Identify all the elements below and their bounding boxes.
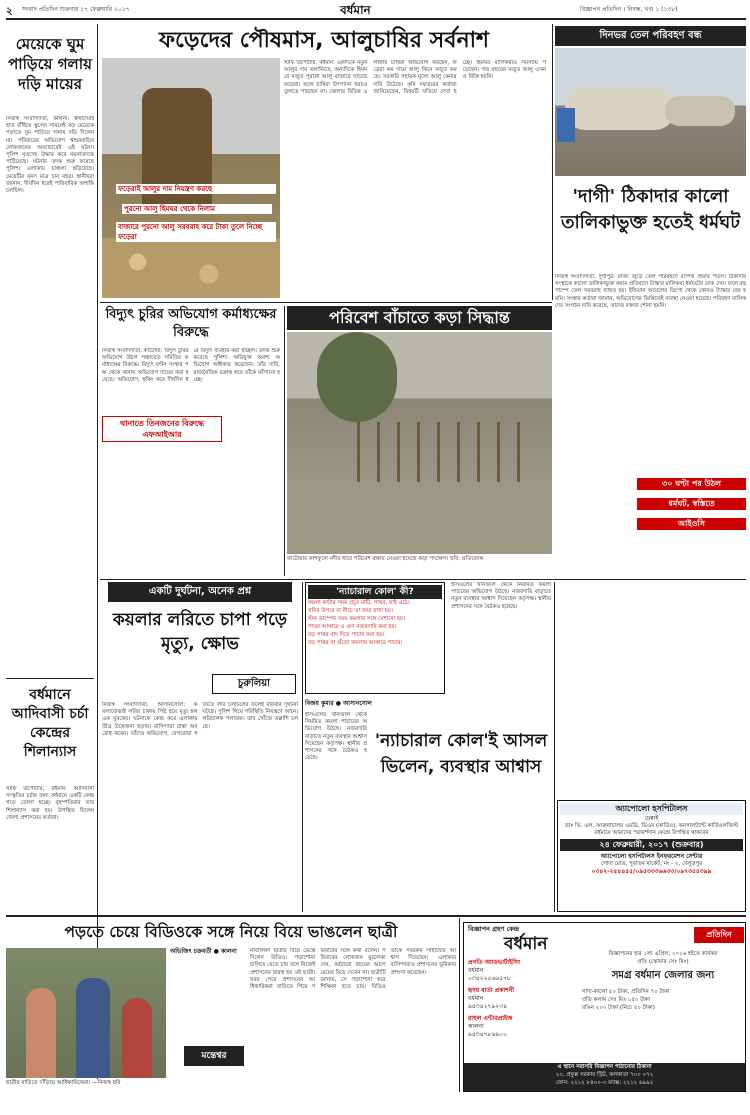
tree-shape: [317, 332, 397, 422]
tanker-banner: দিনভর তেল পরিবহণ বন্ধ: [555, 26, 746, 46]
ad-rate-3: রঙিন ২০০ টাকা (নিচে ৫০ টাকা): [582, 1005, 655, 1011]
box-point-5: বড় পাথর বাদ দিয়ে পাচার করা হয়।: [308, 632, 385, 638]
masthead-right: বিজ্ঞাপন প্রতিদিন । নিবন্ধ, খণ্ড ১ (১৩৮): [580, 6, 678, 13]
agency-2-place: বর্ধমান: [468, 995, 484, 1002]
agency-3-place: কালনা: [468, 1023, 484, 1030]
photo-tag-3: বাজারে পুরনো আলু সরবরাহ করে টাকা তুলে নিচ্ছে ফড়েরা: [116, 222, 276, 242]
agency-2-name: হৃদয় বার্তা প্রকাশনী: [468, 987, 514, 994]
agency-1-phone: ০৩৪২২৫৬৬৫৭৮: [468, 975, 511, 982]
masthead-rule: [6, 18, 746, 20]
left-divider: [6, 678, 94, 679]
bottom-story: [6, 918, 456, 1092]
masthead: [0, 0, 750, 22]
ad-panel-title: বর্ধমান: [504, 934, 548, 954]
agency-1-place: বর্ধমান: [468, 967, 484, 974]
hospital-ad[interactable]: [557, 800, 746, 912]
environment-story: [287, 306, 552, 576]
ad-contact: এ স্থানে সরাসরি বিজ্ঞাপন পাঠানোর ঠিকানা: [557, 1064, 652, 1070]
potato-photo: [102, 58, 280, 298]
electricity-body: নিজস্ব সংবাদদাতা, কাটোয়া: বিদ্যুৎ চুরির অভিযোগ উঠল পঞ্চায়েত সমিতির কর্মাধ্যক্ষের বিরুদ্ধে। বিদ্যুৎ বণ্টন সংস্থার পক্ষ থেকে থানায় অভিযোগ দায়ের করা হয়েছে। অভিযোগ, হুকিং করে দীর্ঘদিন ধরে বিদ্যুৎ ব্যবহার করা হচ্ছিল। তদন্ত শুরু করেছে পুলিশ। অভিযুক্ত অবশ্য অভিযোগ অস্বীকার করেছেন। তাঁর দাবি, রাজনৈতিক চক্রান্ত করে তাঁকে ফাঁসানো হচ্ছে।: [102, 348, 280, 383]
agency-3-name: রাহুল এন্টারপ্রাইজ: [468, 1015, 513, 1022]
photo-tag-1: ফড়েরাই আলুর দাম নিয়ন্ত্রণ করছে: [116, 184, 276, 194]
tanker-body: নিজস্ব সংবাদদাতা, দুর্গাপুর: রাজ্য জুড়ে তেল পরিবহণে ব্যাপক প্রভাব পড়ল। ঠিকাদার সংস্থাকে কালো তালিকাভুক্ত করার প্রতিবাদে ট্যাঙ্কার মালিকরা ধর্মঘটের ডাক দেন। ফলে বহু পাম্পে তেল সরবরাহ ব্যাহত হয়। ইন্ডিয়ান অয়েলের ডিপো থেকে কোনও ট্যাঙ্কার বের হয়নি। সংস্থার কর্তারা জানান, অভিযোগের ভিত্তিতেই ব্যবস্থা নেওয়া হয়েছে। পরিবহণ মালিকদের সংগঠন দাবি করেছে, তাদের বক্তব্য শোনা হয়নি।: [555, 274, 746, 309]
bottom-byline: অভিজিৎ চক্রবর্তী ● কালনা: [170, 948, 237, 955]
tanker-shape-1: [565, 88, 675, 130]
box-point-2: খনির উপরে বা নীচে তা জমা রাখা হয়।: [308, 608, 393, 614]
rubble-shape: [287, 482, 552, 554]
agency-3-phone: ৯৪৩৪৭৮৬৯০০: [468, 1031, 507, 1038]
box-point-1: কয়লা কাটার সময় প্রচুর মাটি, পাথর, ছাই ওঠে।: [308, 600, 410, 606]
tanker-tag-3: আইওসি: [637, 518, 746, 530]
tanker-photo: [555, 48, 746, 176]
photo-tag-2: পুরনো আলু হিমঘর থেকে নিলাম: [122, 204, 272, 214]
electricity-story: [100, 306, 282, 576]
potato-pile-shape: [102, 238, 280, 298]
electricity-headline: বিদ্যুৎ চুরির অভিযোগ কর্মাধ্যক্ষের বিরুদ্ধে: [105, 307, 277, 340]
left-body-2: স্টাফ রিপোর্টার, বর্ধমান: আদিবাসী সংস্কৃতির চর্চার জন্য বর্ধমানে একটি কেন্দ্র গড়ে তোলা হচ্ছে। বৃহস্পতিবার তার শিলান্যাস করা হয়। উপস্থিত ছিলেন জেলা প্রশাসনের কর্তারা।: [6, 786, 94, 821]
bottom-headline: পড়তে চেয়ে বিডিওকে সঙ্গে নিয়ে বিয়ে ভাঙলেন ছাত্রী: [64, 923, 398, 941]
column-rule-acc: [302, 582, 303, 912]
column-rule-coal: [554, 582, 555, 912]
tanker-story: [555, 24, 746, 579]
masthead-date: সংবাদ প্রতিদিন শুক্রবার ১৭ ফেব্রুয়ারি ২০১৭: [22, 6, 130, 13]
coal-headline: 'ন্যাচারাল কোল'ই আসল ভিলেন, ব্যবস্থার আশ্বাস: [374, 731, 548, 777]
tanker-cab: [557, 108, 575, 142]
top-story: [100, 24, 550, 300]
column-rule-elec: [284, 306, 285, 576]
electricity-sub-tag: থানাতে তিনজনের বিরুদ্ধে এফআইআর: [102, 416, 222, 442]
ad-rate-2: প্রতি কলাম সেঃ মিঃ ১৫০ টাকা: [582, 997, 651, 1003]
hospital-doctor: ডাঃ ভি. এল. আরুনাচালম এমডি, ডিএম (কার্ডিও), কনসালট্যান্ট কার্ডিওলজিস্ট: [564, 823, 739, 829]
ad-rate-sub: প্রতি (স্কোয়ার সেঃ মিঃ): [637, 959, 689, 965]
top-story-headline: ফড়েদের পৌষমাস, আলুচাষির সর্বনাশ: [158, 28, 489, 53]
column-rule-bottom: [459, 918, 460, 1092]
coal-byline: বিজয় কুমার ● আসানসোল: [305, 700, 372, 707]
coal-body-left: ইসিএলের খনিগুলি থেকে নিয়মিত কয়লা পাচারের অভিযোগ উঠছে। নজরদারি বাড়াতে নতুন ব্যবস্থার আশ্বাস দিয়েছেন কর্তৃপক্ষ। স্থানীয় প্রশাসনের সঙ্গে বৈঠকও হয়েছে।: [305, 712, 367, 762]
agency-list: [468, 959, 578, 1039]
environment-photo: [287, 332, 552, 554]
left-body: নিজস্ব সংবাদদাতা, কালনা: স্বামীদেরই হাত বাঁধিয়ে স্কুলের সামনেই বড় মেয়েকে পড়াতে ঘুম পাড়িয়ে গলায় দড়ি দিলেন মা। পরিবারের অভিযোগ শ্বশুরবাড়ির লোকজনের অত্যাচারেই এই ঘটনা। পুলিশ মৃতদেহ উদ্ধার করে ময়নাতদন্তে পাঠিয়েছে। ঘটনার তদন্ত শুরু করেছে পুলিশ। এলাকায় চাঞ্চল্য ছড়িয়েছে। মেয়েটির বয়স মাত্র চার বছর। স্থানীয়রা জানান, দীর্ঘদিন ধরেই পারিবারিক অশান্তি চলছিল।: [6, 116, 94, 195]
page-number: ২: [6, 6, 13, 17]
coal-body-right: ইসিএলের খনিগুলি থেকে নিয়মিত কয়লা পাচারের অভিযোগ উঠছে। নজরদারি বাড়াতে নতুন ব্যবস্থার আশ্বাস দিয়েছেন কর্তৃপক্ষ। স্থানীয় প্রশাসনের সঙ্গে বৈঠকও হয়েছে।: [451, 582, 551, 610]
hospital-title: অ্যাপোলো হসপিটালস: [560, 803, 743, 815]
fence-shape: [357, 422, 537, 482]
tanker-tag-1: ৩০ ঘণ্টা পর উঠল: [637, 478, 746, 490]
ad-contact-addr: ২০, প্রফুল্ল সরকার স্ট্রিট, কলকাতা ৭০০ ০৭২: [555, 1072, 654, 1078]
accident-place-tag: চুরুলিয়া: [212, 674, 296, 694]
tanker-shape-2: [665, 96, 735, 126]
ad-rate-note: বিজ্ঞাপনের হার ১লা এপ্রিল, ২০১৬ হইতে কার্যকর: [608, 951, 718, 957]
accident-kicker: একটি দুর্ঘটনা, অনেক প্রশ্ন: [108, 582, 292, 602]
hospital-center: অ্যাপোলো হসপিটালস ইনফরমেশন সেন্টার: [600, 853, 703, 860]
rule-under-top: [100, 302, 552, 303]
hospital-city: চেন্নাই: [644, 815, 659, 822]
hospital-phone: ০৩৪২-২৫৪৪৫৫/০৯৫৩৩৩৬৬৩৩/০৯৭৩৫৪৩৯৯: [591, 868, 712, 875]
ad-rate-1: সাদা-কালো ৫০ টাকা, প্রতিদিন ৭০ টাকা: [582, 989, 670, 995]
people-shape-2: [76, 978, 110, 1078]
hospital-date: ২৪ ফেব্রুয়ারী, ২০১৭ (শুক্রবার): [560, 839, 743, 851]
left-headline-2: বর্ধমানে আদিবাসী চর্চা কেন্দ্রের শিলান্যাস: [11, 687, 89, 760]
coal-story: [305, 582, 552, 912]
ad-panel[interactable]: [463, 922, 746, 1092]
top-story-body: স্টাফ রিপোর্টার, বর্ধমান: একদিকে নতুন আলুর দাম তলানিতে, অন্যদিকে হিমঘরে মজুত পুরনো আলু বাজারে ছাড়ছে ফড়েরা। ফলে চাষিরা উৎপাদন খরচও তুলতে পারছেন না। জেলার বিভিন্ন এলাকায় চাষিরা অভিযোগ করছেন, ফড়েরা কম দামে আলু কিনে মজুত করছে। সরকারি সহায়ক মূল্যে আলু কেনার দাবি উঠেছে। কৃষি দফতরের কর্তারা জানিয়েছেন, বিষয়টি খতিয়ে দেখা হচ্ছে। হিমঘর মালিকরাও সমস্যায় পড়েছেন। গত বছরের মজুত আলু এখনও বিক্রি হয়নি।: [284, 60, 546, 95]
tanker-tag-2: ধর্মঘট, স্বস্তিতে: [637, 498, 746, 510]
hospital-address: গোদা রোড, পুরাতন মার্কেট, নং - ২, বেলুড়পুর: [600, 861, 703, 867]
ad-panel-logo: প্রতিদিন: [694, 927, 744, 943]
ad-panel-label: বিজ্ঞাপন গ্রহণ কেন্দ্র: [468, 925, 520, 933]
ad-district: সমগ্র বর্ধমান জেলার জন্য: [611, 970, 715, 981]
ad-contact-phone: ফোন: ২২১২ ৮৪০০-৩ ফ্যাক্স: ২২১২ ৬৯৯২: [555, 1080, 654, 1086]
accident-headline: কয়লার লরিতে চাপা পড়ে মৃত্যু, ক্ষোভ: [112, 610, 288, 654]
hospital-notice: বর্ধমানে আমাদের পরামর্শদান কেন্দ্রে উপস্থিত থাকবেন: [594, 830, 709, 836]
box-point-6: বড় পাথর বা গুঁড়ো কয়লার আকারে পাচার।: [308, 640, 403, 646]
rule-under-mid: [100, 579, 746, 580]
agency-2-phone: ৯৪৩৪২৭৯২৩৪: [468, 1003, 507, 1010]
accident-story: [100, 582, 300, 912]
people-shape-1: [26, 988, 56, 1078]
environment-headline: পরিবেশ বাঁচাতে কড়া সিদ্ধান্ত: [287, 306, 552, 330]
agency-1-name: প্রগতি অ্যাডভার্টাইসিং: [468, 959, 521, 966]
bottom-body: নাবালিকা ছাত্রীর বিয়ে ভেস্তে দিলেন বিডিও। পড়াশোনা চালিয়ে যেতে চায় বলে নিজেই প্রশাসনের দ্বারস্থ হয় ওই ছাত্রী। খবর পেয়ে প্রশাসনের আধিকারিকরা বাড়িতে গিয়ে পরিবারের সঙ্গে কথা বলেন। পরিবারের লোকজন মুচলেকা দেন, আঠারো বছরের আগে মেয়ের বিয়ে দেবেন না। ছাত্রীটি জানায়, সে পড়াশোনা করে শিক্ষিকা হতে চায়। বিডিও তাকে সবরকম সাহায্যের আশ্বাস দিয়েছেন। এলাকার বাসিন্দারাও প্রশাসনের ভূমিকার প্রশংসা করেছেন।: [250, 948, 456, 991]
ad-contact-bar: [464, 1063, 745, 1091]
section-title: বর্ধমান: [340, 3, 371, 17]
natural-coal-box: [305, 582, 445, 694]
accident-body: নিজস্ব সংবাদদাতা, আসানসোল: কয়লাবোঝাই লরির চাকায় পিষ্ট হয়ে মৃত্যু হল এক যুবকের। ঘটনাকে কেন্দ্র করে এলাকায় তীব্র উত্তেজনা ছড়ায়। বাসিন্দারা রাস্তা অবরোধ করেন। তাঁদের অভিযোগ, বেপরোয়া গতিতে লরি চলাচলের ফলেই বারবার দুর্ঘটনা ঘটছে। পুলিশ গিয়ে পরিস্থিতি নিয়ন্ত্রণে আনে। লরিচালক পলাতক। তার খোঁজে তল্লাশি চলছে।: [102, 702, 298, 737]
tanker-headline: 'দাগী' ঠিকাদার কালো তালিকাভুক্ত হতেই ধর্মঘট: [560, 186, 741, 233]
rule-above-bottom: [6, 915, 746, 917]
people-shape-3: [122, 998, 152, 1078]
bottom-place-tag: মন্তেশ্বর: [184, 1046, 244, 1066]
bottom-photo: [6, 948, 166, 1078]
environment-caption: কাটোয়ার কাশফুলে নদীর ধারে পরিবেশ রক্ষায় নেওয়া হয়েছে কড়া পদক্ষেপ। ছবি: প্রতিবেদক: [287, 556, 484, 562]
column-rule-mid-top: [552, 24, 553, 300]
natural-coal-box-title: 'ন্যাচারাল কোল' কী?: [308, 585, 442, 599]
box-point-3: স্টক ডাম্পের সময় কয়লার সঙ্গে মেশানো হয়।: [308, 616, 406, 622]
left-headline: মেয়েকে ঘুম পাড়িয়ে গলায় দড়ি মায়ের: [8, 35, 92, 93]
bottom-caption: ছাত্রীর বাড়িতে দাঁড়িয়ে আধিকারিকেরা। —নিজস্ব ছবি: [6, 1080, 121, 1086]
box-point-4: পাথর আকারে ও গুণ নজরদারি করা হয়।: [308, 624, 397, 630]
